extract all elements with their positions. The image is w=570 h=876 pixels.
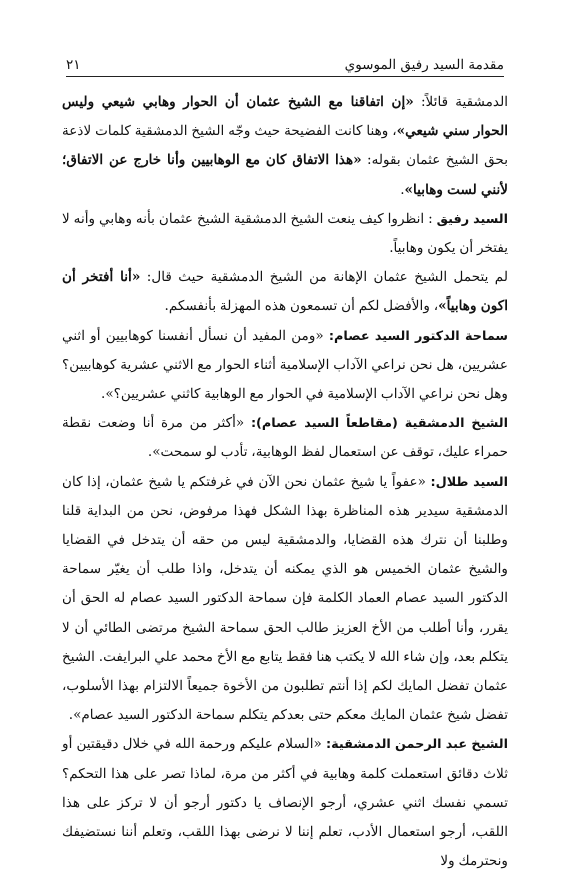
page-number: ٢١ [66, 57, 81, 73]
speaker-name: السيد طلال: [430, 474, 508, 490]
text-run: لم يتحمل الشيخ عثمان الإهانة من الشيخ الدمشقية حيث قال: [140, 269, 509, 286]
quote-bold: «إن اتفاقنا مع الشيخ عثمان أن الحوار وهابي شيعي وليس الحوار سني شيعي» [62, 94, 508, 140]
text-run: الدمشقية قائلاً: [413, 94, 508, 110]
text-run: «أكثر من مرة أنا وضعت نقطة حمراء عليك، توقف عن استعمال لفظ الوهابية، تأدب لو سمحت». [62, 415, 508, 461]
quote-bold: «أنا أفتخر أن اكون وهابياً» [62, 269, 508, 315]
running-title: مقدمة السيد رفيق الموسوي [344, 57, 504, 73]
page-header [66, 54, 504, 77]
text-run: «عفواً يا شيخ عثمان نحن الآن في غرفتكم يا شيخ عثمان، إذا كان الدمشقية سيدير هذه المناظرة بهذا الشكل فهذا مرفوض، نحن من البداية قلنا وطلبنا أن نترك هذه القضايا، والدمشقية ليس من حقه أن يتدخل في القضايا والشيخ عثمان الخميس هو الذي يمكنه أن يتدخل، واذا طلب أن يغيّر سماحة الدكتور السيد عصام العماد الكلمة فإن سماحة الدكتور السيد عصام له الحق أن يقرر، وأنا أطلب من الأخ العزيز طالب الحق سماحة الشيخ مرتضى الطائي أن لا يتكلم بعد، وإن شاء الله لا يكتب هنا فقط يتابع مع الأخ محمد علي البرايفت. الشيخ عثمان تفضل المايك لكم إذا أنتم تطلبون من الأخوة جميعاً الالتزام بهذا الأسلوب، تفضل شيخ عثمان المايك معكم حتى بعدكم يتكلم سماحة الدكتور السيد عصام». [62, 473, 508, 724]
paragraph [62, 468, 508, 731]
paragraph [62, 730, 508, 876]
text-run: «السلام عليكم ورحمة الله في خلال دقيقتين أو ثلاث دقائق استعملت كلمة وهابية في أكثر من مرة، لماذا تصر على هذا التحكم؟ تسمي نفسك اثني عشري، أرجو الإنصاف يا دكتور أرجو أن لا تركز على هذا اللقب، أرجو استعمال الأدب، تعلم إننا لا نرضى بهذا اللقب، وتعلم أننا نستضيفك ونحترمك ولا [62, 736, 508, 870]
speaker-name: سماحة الدكتور السيد عصام: [328, 328, 508, 344]
paragraph [62, 409, 508, 467]
speaker-name: السيد رفيق [436, 211, 508, 227]
text-run: : انظروا كيف ينعت الشيخ الدمشقية الشيخ عثمان بأنه وهابي وأنه لا يفتخر أن يكون وهابياً. [62, 210, 508, 257]
paragraph [62, 322, 508, 410]
quote-bold: «هذا الاتفاق كان مع الوهابيين وأنا خارج عن الاتفاق؛ لأنني لست وهابيا» [62, 152, 508, 198]
text-run: . [400, 181, 405, 198]
text-run: «ومن المفيد أن نسأل أنفسنا كوهابيين أو اثني عشريين، هل نحن نراعي الآداب الإسلامية أثناء الحوار مع الاثني عشرية كوهابيين؟ وهل نحن نراعي الآداب الإسلامية في الحوار مع الوهابية كاثني عشريين؟». [62, 327, 508, 403]
text-run: ، وهنا كانت الفضيحة حيث وجّه الشيخ الدمشقية كلمات لاذعة بحق الشيخ عثمان بقوله: [62, 123, 508, 169]
paragraph [62, 263, 508, 321]
body-text [62, 88, 509, 870]
speaker-name: الشيخ الدمشقية (مقاطعاً السيد عصام): [250, 416, 508, 432]
paragraph [62, 205, 508, 263]
speaker-name: الشيخ عبد الرحمن الدمشقية: [325, 737, 508, 753]
paragraph [62, 88, 508, 205]
text-run: ، والأفضل لكم أن تسمعون هذه المهزلة بأنفسكم. [164, 298, 439, 315]
